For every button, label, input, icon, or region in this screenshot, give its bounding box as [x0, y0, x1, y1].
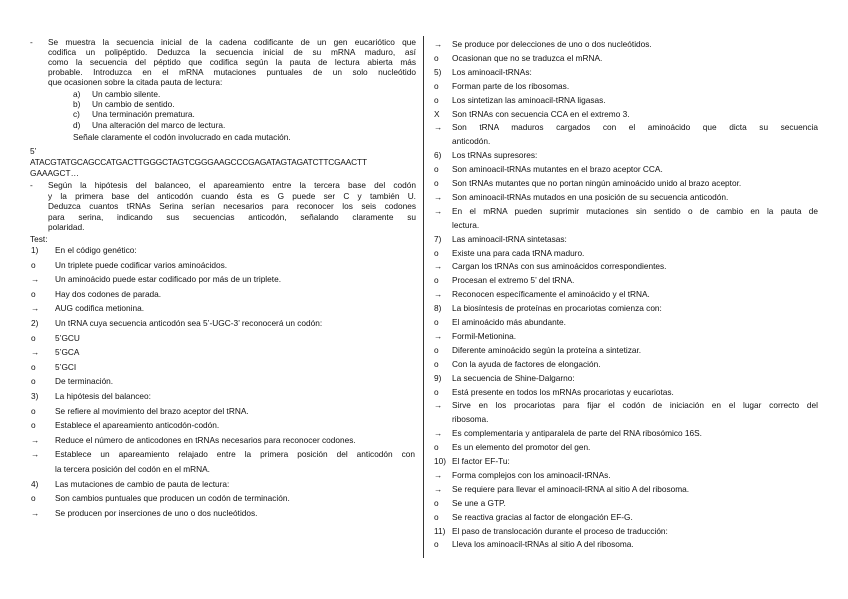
intro-line: Se muestra la secuencia inicial de la cadena codificante de un gen eucariótico que: [48, 37, 416, 47]
intro-line: codifica un polipéptido. Deduzca la secuencia inicial de su mRNA maduro, así: [48, 47, 416, 57]
item-marker: →: [434, 400, 443, 411]
item-text: Con la ayuda de factores de elongación.: [452, 358, 601, 369]
item-text: Se producen por inserciones de uno o dos nucleótidos.: [55, 507, 258, 518]
hypothesis-line: Deduzca cuantos tRNAs Serina serían necesarios para reconocer los seis codones: [48, 201, 416, 211]
item-text: Está presente en todos los mRNAs procariotas y eucariotas.: [452, 386, 674, 397]
item-marker: 6): [434, 150, 442, 161]
item-text: 5’GCA: [55, 347, 80, 358]
item-text: la tercera posición del codón en el mRNA.: [55, 464, 210, 474]
item-marker: →: [434, 205, 443, 216]
item-text: Procesan el extremo 5’ del tRNA.: [452, 275, 575, 286]
item-text: Reconocen específicamente el aminoácido y el tRNA.: [452, 289, 650, 300]
item-text: ribosoma.: [452, 414, 489, 425]
item-text: Los aminoacil-tRNAs:: [452, 66, 532, 77]
item-text: En el mRNA pueden suprimir mutaciones sin sentido o de cambio en la pauta de: [452, 205, 818, 216]
intro-line: como la secuencia del péptido que codifica según la pauta de lectura abierta más: [48, 57, 416, 67]
item-marker: →: [434, 122, 443, 133]
item-text: Establece un apareamiento relajado entre la primera posición del anticodón con: [55, 449, 415, 460]
item-marker: →: [434, 289, 443, 300]
option-text: Una alteración del marco de lectura.: [92, 120, 226, 130]
item-marker: X: [434, 108, 440, 119]
item-text: Un triplete puede codificar varios aminoácidos.: [55, 259, 228, 270]
option-text: Un cambio silente.: [92, 89, 161, 99]
item-marker: o: [31, 420, 36, 431]
item-text: Los sintetizan las aminoacil-tRNA ligasas.: [452, 94, 606, 105]
item-marker: 3): [31, 391, 39, 401]
intro-line: probable. Introduzca en el mRNA mutaciones puntuales de un solo nucleótido: [48, 67, 416, 77]
option-label: d): [73, 120, 81, 130]
item-text: Se requiere para llevar el aminoacil-tRNA al sitio A del ribosoma.: [452, 483, 690, 494]
item-marker: o: [434, 511, 439, 522]
item-marker: →: [434, 483, 443, 494]
item-marker: o: [434, 442, 439, 453]
item-text: Son tRNAs mutantes que no portan ningún aminoácido unido al brazo aceptor.: [452, 178, 742, 188]
item-text: Lleva los aminoacil-tRNAs al sitio A del ribosoma.: [452, 539, 634, 550]
hypothesis-line: para serina, indicando sus secuencias anticodón, señalando claramente su: [48, 212, 416, 222]
item-marker: →: [31, 347, 40, 358]
item-text: Un tRNA cuya secuencia anticodón sea 5’-UGC-3’ reconocerá un codón:: [55, 318, 323, 328]
item-text: Establece el apareamiento anticodón-codón.: [55, 420, 220, 431]
item-text: El aminoácido más abundante.: [452, 317, 566, 327]
item-text: Se une a GTP.: [452, 497, 506, 508]
item-marker: →: [31, 449, 40, 460]
item-text: Son cambios puntuales que producen un codón de terminación.: [55, 493, 290, 504]
item-text: De terminación.: [55, 376, 114, 387]
item-text: Forman parte de los ribosomas.: [452, 80, 570, 91]
hypothesis-line: polaridad.: [48, 222, 85, 232]
item-marker: o: [434, 275, 439, 286]
item-marker: 10): [434, 456, 446, 466]
item-text: AUG codifica metionina.: [55, 303, 145, 314]
item-marker: →: [434, 469, 443, 480]
item-text: Es complementaria y antiparalela de parte del RNA ribosómico 16S.: [452, 428, 702, 439]
item-marker: →: [434, 39, 443, 49]
dash-bullet: -: [30, 37, 33, 47]
option-text: Una terminación prematura.: [92, 109, 195, 119]
item-marker: o: [434, 358, 439, 369]
test-heading: Test:: [30, 234, 48, 244]
item-text: Son aminoacil-tRNAs mutantes en el brazo aceptor CCA.: [452, 164, 663, 175]
option-label: c): [73, 109, 80, 119]
option-text: Un cambio de sentido.: [92, 99, 175, 109]
item-text: lectura.: [452, 219, 480, 230]
item-marker: →: [434, 428, 443, 439]
item-text: La secuencia de Shine-Dalgarno:: [452, 372, 575, 383]
item-marker: →: [434, 330, 443, 341]
item-marker: 9): [434, 372, 442, 383]
item-marker: 5): [434, 66, 442, 77]
item-text: anticodón.: [452, 136, 491, 147]
item-text: Un aminoácido puede estar codificado por más de un triplete.: [55, 274, 281, 285]
item-text: Se reactiva gracias al factor de elongación EF-G.: [452, 511, 633, 522]
option-label: b): [73, 99, 81, 109]
item-marker: o: [31, 259, 36, 270]
item-text: Son tRNA maduros cargados con el aminoácido que dicta su secuencia: [452, 122, 818, 133]
item-marker: 1): [31, 245, 39, 255]
item-marker: →: [434, 191, 443, 202]
item-marker: o: [31, 332, 36, 343]
item-text: Son tRNAs con secuencia CCA en el extremo 3.: [452, 108, 630, 119]
option-label: a): [73, 89, 81, 99]
hypothesis-line: y la primera base del anticodón cuando ésta es G puede ser C y también U.: [48, 191, 416, 201]
signal-line: Señale claramente el codón involucrado en cada mutación.: [73, 132, 291, 142]
item-marker: o: [31, 493, 36, 504]
item-text: Se produce por delecciones de uno o dos nucleótidos.: [452, 39, 652, 49]
prime-label: 5’: [30, 146, 37, 156]
item-text: Las mutaciones de cambio de pauta de lectura:: [55, 478, 230, 489]
item-marker: o: [434, 497, 439, 508]
item-marker: 11): [434, 525, 446, 536]
item-marker: →: [31, 274, 40, 285]
item-marker: o: [434, 94, 439, 105]
item-text: Ocasionan que no se traduzca el mRNA.: [452, 52, 603, 63]
dna-sequence-line: ATACGTATGCAGCCATGACTTGGGCTAGTCGGGAAGCCCGAGATAGTAGATCTTCGAACTT: [30, 157, 367, 167]
item-text: Sirve en los procariotas para fijar el codón de iniciación en el lugar correcto del: [452, 400, 818, 411]
item-text: Existe una para cada tRNA maduro.: [452, 247, 585, 258]
item-marker: o: [434, 247, 439, 258]
item-text: Es un elemento del promotor del gen.: [452, 442, 591, 453]
item-marker: o: [31, 405, 36, 416]
item-text: Hay dos codones de parada.: [55, 288, 162, 299]
hypothesis-line: Según la hipótesis del balanceo, el apareamiento entre la tercera base del codón: [48, 180, 416, 190]
item-text: 5’GCI: [55, 361, 77, 372]
item-text: Se refiere al movimiento del brazo aceptor del tRNA.: [55, 405, 249, 416]
item-marker: 2): [31, 318, 39, 328]
item-marker: o: [434, 386, 439, 397]
item-marker: o: [434, 164, 439, 175]
item-text: Cargan los tRNAs con sus aminoácidos correspondientes.: [452, 261, 667, 272]
item-text: La biosíntesis de proteínas en procariotas comienza con:: [452, 303, 662, 314]
item-marker: →: [434, 261, 443, 272]
item-text: Son aminoacil-tRNAs mutados en una posición de su secuencia anticodón.: [452, 191, 729, 202]
column-divider: [423, 36, 424, 558]
item-marker: o: [434, 52, 439, 63]
item-marker: 4): [31, 478, 39, 489]
item-marker: o: [434, 317, 439, 327]
intro-line: que ocasionen sobre la citada pauta de lectura:: [48, 77, 223, 87]
item-marker: o: [31, 376, 36, 387]
item-marker: o: [434, 178, 439, 188]
item-text: El paso de translocación durante el proceso de traducción:: [452, 525, 668, 536]
item-marker: o: [31, 361, 36, 372]
item-marker: 7): [434, 233, 442, 244]
item-marker: →: [31, 303, 40, 314]
item-text: Forma complejos con los aminoacil-tRNAs.: [452, 469, 611, 480]
item-marker: →: [31, 434, 40, 445]
item-text: Las aminoacil-tRNA sintetasas:: [452, 233, 567, 244]
item-text: En el código genético:: [55, 245, 137, 255]
item-text: Los tRNAs supresores:: [452, 150, 538, 161]
item-marker: o: [31, 288, 36, 299]
item-text: La hipótesis del balanceo:: [55, 391, 151, 401]
item-marker: o: [434, 80, 439, 91]
dash-bullet: -: [30, 180, 33, 190]
dna-sequence-line: GAAAGCT…: [30, 168, 79, 178]
item-marker: →: [31, 507, 40, 518]
item-marker: o: [434, 539, 439, 550]
item-text: 5’GCU: [55, 332, 80, 343]
item-marker: o: [434, 344, 439, 355]
item-text: Diferente aminoácido según la proteína a sintetizar.: [452, 344, 642, 355]
item-marker: 8): [434, 303, 442, 314]
item-text: Formil-Metionina.: [452, 330, 517, 341]
item-text: Reduce el número de anticodones en tRNAs necesarios para reconocer codones.: [55, 434, 356, 445]
item-text: El factor EF-Tu:: [452, 456, 510, 466]
